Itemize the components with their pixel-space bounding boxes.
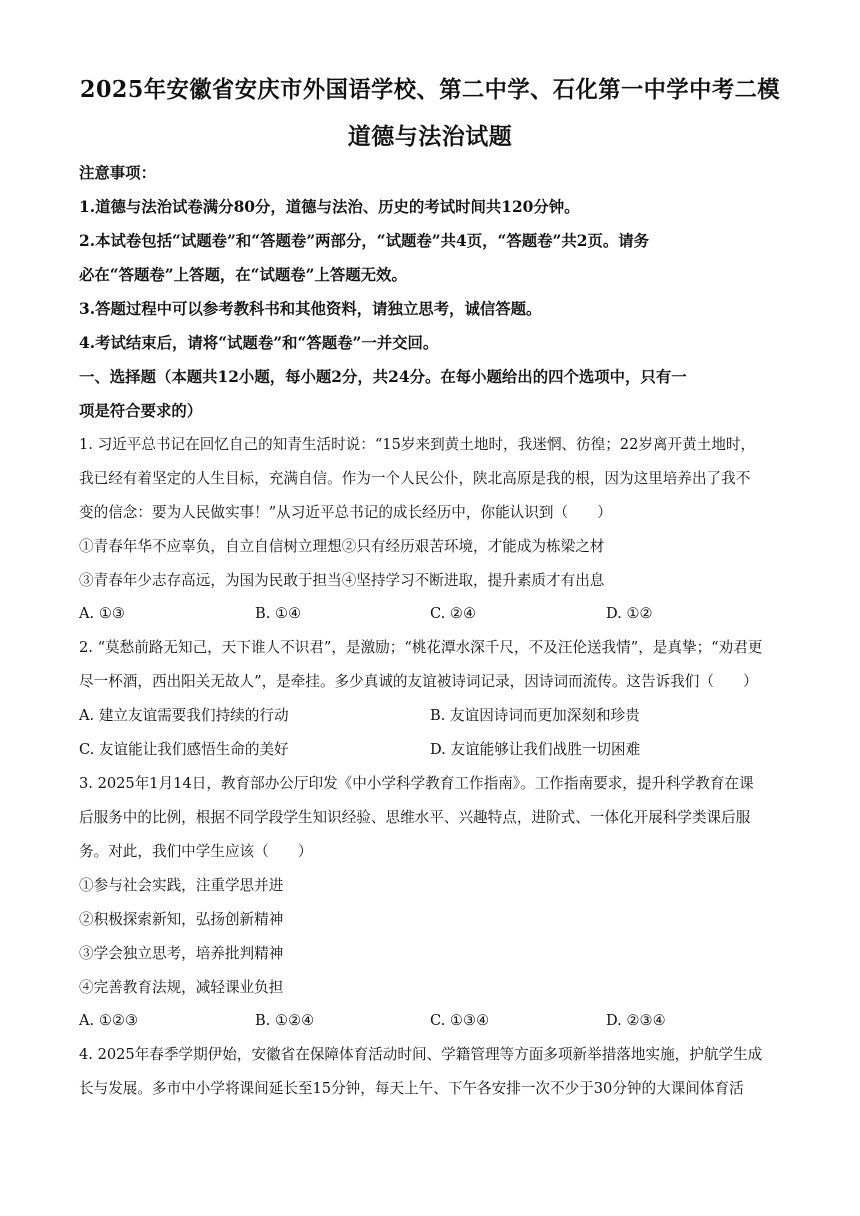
question-2-text: 2. “莫愁前路无知己，天下谁人不识君”，是激励；“桃花潭水深千尺，不及汪伦送我情”，是真挚；“劝君更 xyxy=(79,639,763,656)
exam-title-line1: 2025年安徽省安庆市外国语学校、第二中学、石化第一中学中考二模 xyxy=(79,76,780,103)
question-3-option-b[interactable]: B. ①②④ xyxy=(255,1012,315,1029)
question-2-option-c[interactable]: C. 友谊能让我们感悟生命的美好 xyxy=(79,741,289,758)
question-2-option-b[interactable]: B. 友谊因诗词而更加深刻和珍贵 xyxy=(430,707,640,724)
question-3-statement: ②积极探索新知，弘扬创新精神 xyxy=(79,911,284,928)
section-heading: 一、选择题（本题共12小题，每小题2分，共24分。在每小题给出的四个选项中，只有一 xyxy=(79,368,687,386)
question-1-text: 我已经有着坚定的人生目标，充满自信。作为一个人民公仆，陕北高原是我的根，因为这里培养出了我不 xyxy=(79,470,751,487)
question-1-option-b[interactable]: B. ①④ xyxy=(255,605,302,622)
question-3-text: 务。对此，我们中学生应该（ ） xyxy=(79,843,313,860)
notice-heading: 注意事项： xyxy=(79,164,156,182)
question-1-statement: ①青春年华不应辜负，自立自信树立理想②只有经历艰苦环境，才能成为栋梁之材 xyxy=(79,538,605,555)
question-3-statement: ④完善教育法规，减轻课业负担 xyxy=(79,979,284,996)
question-1-text: 变的信念：要为人民做实事！”从习近平总书记的成长经历中，你能认识到（ ） xyxy=(79,504,612,521)
question-1-option-a[interactable]: A. ①③ xyxy=(79,605,125,622)
question-3-option-c[interactable]: C. ①③④ xyxy=(430,1012,490,1029)
question-3-text: 后服务中的比例，根据不同学段学生知识经验、思维水平、兴趣特点，进阶式、一体化开展科学类课后服 xyxy=(79,809,751,826)
question-1-option-c[interactable]: C. ②④ xyxy=(430,605,477,622)
notice-item: 2.本试卷包括“试题卷”和“答题卷”两部分，“试题卷”共4页，“答题卷”共2页。请务 xyxy=(79,232,650,250)
question-4-text: 长与发展。多市中小学将课间延长至15分钟，每天上午、下午各安排一次不少于30分钟的大课间体育活 xyxy=(79,1080,744,1097)
question-4-text: 4. 2025年春季学期伊始，安徽省在保障体育活动时间、学籍管理等方面多项新举措落地实施，护航学生成 xyxy=(79,1046,763,1063)
question-1-statement: ③青春年少志存高远，为国为民敢于担当④坚持学习不断进取，提升素质才有出息 xyxy=(79,572,605,589)
question-1-text: 1. 习近平总书记在回忆自己的知青生活时说：“15岁来到黄土地时，我迷惘、彷徨；22岁离开黄土地时， xyxy=(79,436,756,453)
question-3-option-d[interactable]: D. ②③④ xyxy=(606,1012,666,1029)
notice-item: 必在“答题卷”上答题，在“试题卷”上答题无效。 xyxy=(79,266,407,284)
question-3-text: 3. 2025年1月14日，教育部办公厅印发《中小学科学教育工作指南》。工作指南要求，提升科学教育在课 xyxy=(79,775,754,792)
exam-title-line2: 道德与法治试题 xyxy=(347,123,513,150)
question-2-option-a[interactable]: A. 建立友谊需要我们持续的行动 xyxy=(79,707,289,724)
question-3-statement: ③学会独立思考，培养批判精神 xyxy=(79,945,284,962)
notice-item: 4.考试结束后，请将“试题卷”和“答题卷”一并交回。 xyxy=(79,334,439,352)
section-heading-cont: 项是符合要求的） xyxy=(79,402,203,420)
question-1-option-d[interactable]: D. ①② xyxy=(606,605,653,622)
question-3-option-a[interactable]: A. ①②③ xyxy=(79,1012,139,1029)
notice-item: 1.道德与法治试卷满分80分，道德与法治、历史的考试时间共120分钟。 xyxy=(79,198,580,216)
question-3-statement: ①参与社会实践，注重学思并进 xyxy=(79,877,284,894)
question-2-text: 尽一杯酒，西出阳关无故人”，是牵挂。多少真诚的友谊被诗词记录，因诗词而流传。这告诉我们（ ） xyxy=(79,673,758,690)
notice-item: 3.答题过程中可以参考教科书和其他资料，请独立思考，诚信答题。 xyxy=(79,300,542,318)
question-2-option-d[interactable]: D. 友谊能够让我们战胜一切困难 xyxy=(430,741,641,758)
